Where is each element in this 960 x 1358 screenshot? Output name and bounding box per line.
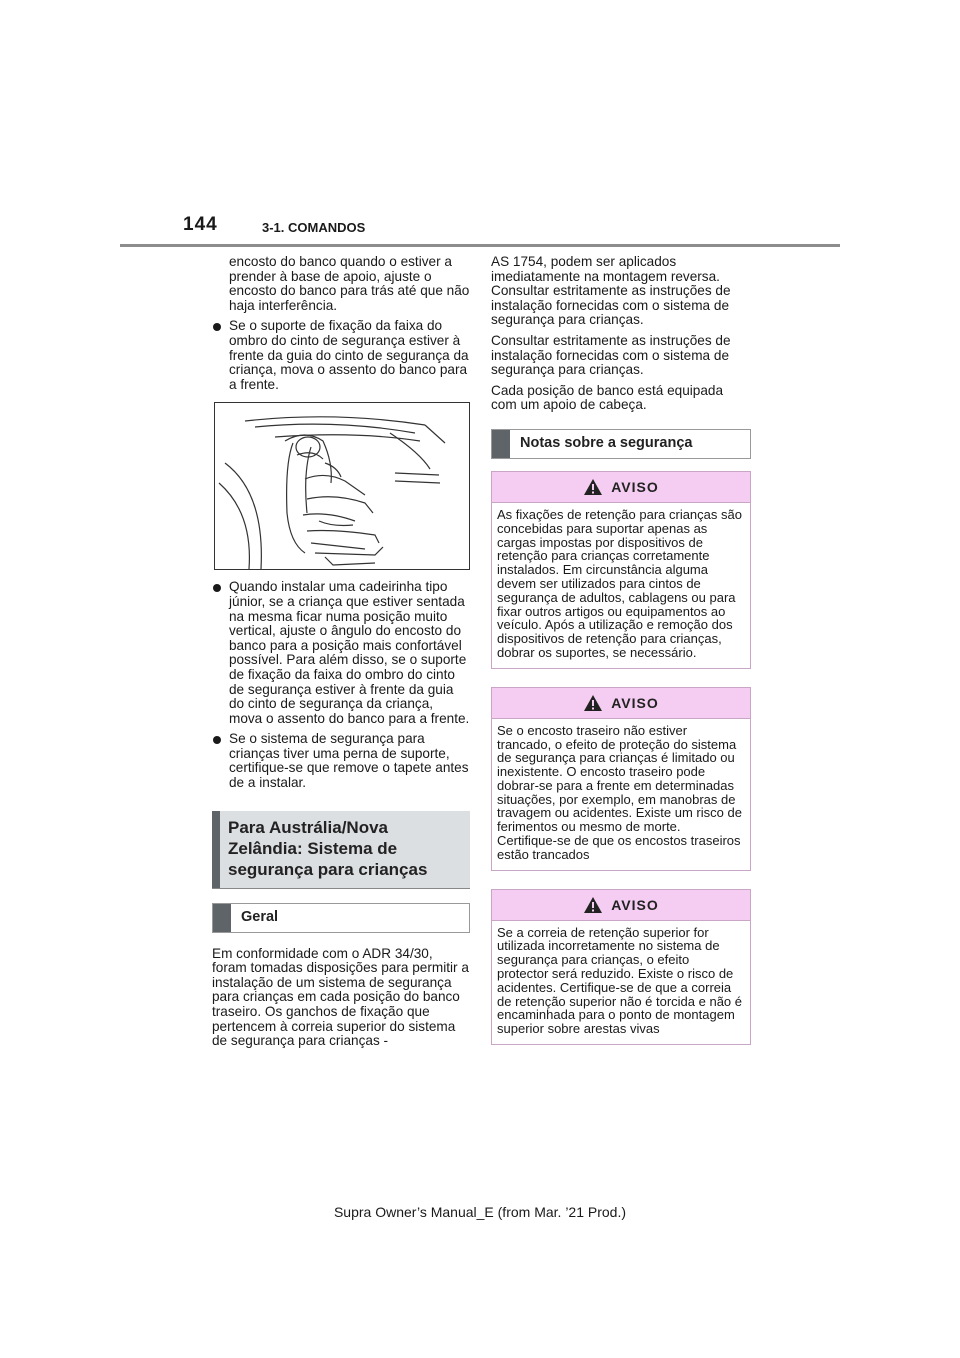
subsection-title: Notas sobre a segurança <box>520 434 693 451</box>
bullet-icon <box>213 323 221 331</box>
warning-triangle-icon <box>583 478 603 496</box>
warning-header <box>492 472 750 503</box>
bullet-item <box>212 319 470 392</box>
subsection-heading <box>212 903 470 933</box>
subsection-title: Geral <box>241 908 279 925</box>
paragraph-headrest: Cada posição de banco está equipada com um apoio de cabeça. <box>491 382 724 413</box>
subsection-heading <box>491 429 751 459</box>
bullet-item <box>212 580 470 726</box>
warning-box <box>491 471 751 669</box>
warning-text: Se a correia de retenção superior for utilizada incorretamente no sistema de segurança para crianças, o efeito protector será reduzido. Existe o risco de acidentes. Certifique-se de que a correia de retenção superior não é torcida e não é encaminhada para o ponto de montagem superior sobre arestas vivas <box>497 924 743 1037</box>
warning-label: AVISO <box>611 694 659 711</box>
warning-triangle-icon <box>583 694 603 712</box>
subsection-bar <box>213 904 231 932</box>
chapter-title: 3-1. COMANDOS <box>262 220 366 235</box>
warning-header <box>492 890 750 921</box>
paragraph-instructions: Consultar estritamente as instruções de instalação fornecidas com o sistema de segurança para crianças. <box>491 332 731 378</box>
paragraph-as1754: AS 1754, podem ser aplicados imediatamente na montagem reversa. Consultar estritamente as instruções de instalação fornecidas com o sistema de segurança para crianças. <box>491 254 731 328</box>
paragraph-recline: encosto do banco quando o estiver a prender à base de apoio, ajuste o encosto do banco para trás até que não haja interferência. <box>229 254 470 313</box>
warning-box <box>491 687 751 871</box>
bullet-icon <box>213 736 221 744</box>
warning-triangle-icon <box>583 896 603 914</box>
bullet-text: Quando instalar uma cadeirinha tipo júnior, se a criança que estiver sentada na mesma ficar numa posição muito vertical, ajuste o ângulo do encosto do banco para a posição mais confortável possível. Para além disso, se o suporte de fixação da faixa do ombro do cinto de segurança estiver à frente da guia do cinto de segurança da criança, mova o assento do banco para a frente. <box>229 579 470 726</box>
bullet-text: Se o suporte de fixação da faixa do ombro do cinto de segurança estiver à frente da guia do cinto de segurança da criança, mova o assento do banco para a frente. <box>229 318 469 392</box>
section-title: Para Austrália/Nova Zelândia: Sistema de segurança para crianças <box>228 817 428 879</box>
warning-header <box>492 688 750 719</box>
page-number: 144 <box>183 214 218 235</box>
child-seat-illustration <box>214 402 470 570</box>
warning-label: AVISO <box>611 478 659 495</box>
subsection-bar <box>492 430 510 458</box>
warning-text: Se o encosto traseiro não estiver trancado, o efeito de proteção do sistema de segurança para crianças é limitado ou inexistente. O encosto traseiro pode dobrar-se para a frente em determinadas situações, por exemplo, em manobras de travagem ou acidentes. Existe um risco de ferimentos ou mesmo de morte. Certifique-se de que os encostos traseiros estão trancados <box>497 722 742 862</box>
left-column <box>212 255 470 1055</box>
warning-text: As fixações de retenção para crianças são concebidas para suportar apenas as cargas impostas por dispositivos de retenção para crianças corretamente instalados. Em circunstância alguma devem ser utilizados para cintos de segurança de adultos, cablagens ou para fixar outros artigos ou equipamentos ao veículo. Após a utilização e remoção dos dispositivos de retenção para crianças, dobrar os suportes, se necessário. <box>497 506 742 660</box>
warning-label: AVISO <box>611 896 659 913</box>
child-seat-icon <box>215 403 469 569</box>
section-bar <box>212 811 220 888</box>
bullet-icon <box>213 584 221 592</box>
bullet-item <box>212 732 470 790</box>
page-footer: Supra Owner’s Manual_E (from Mar. ’21 Prod.) <box>333 1204 627 1220</box>
bullet-text: Se o sistema de segurança para crianças tiver uma perna de suporte, certifique-se que remove o tapete antes de a instalar. <box>229 731 469 791</box>
right-column <box>491 255 751 1063</box>
header-divider <box>120 244 840 247</box>
paragraph-adr: Em conformidade com o ADR 34/30, foram tomadas disposições para permitir a instalação de um sistema de segurança para crianças em cada posição do banco traseiro. Os ganchos de fixação que pertencem à correia superior do sistema de segurança para crianças - <box>212 945 469 1049</box>
warning-box <box>491 889 751 1045</box>
section-heading <box>212 811 470 889</box>
